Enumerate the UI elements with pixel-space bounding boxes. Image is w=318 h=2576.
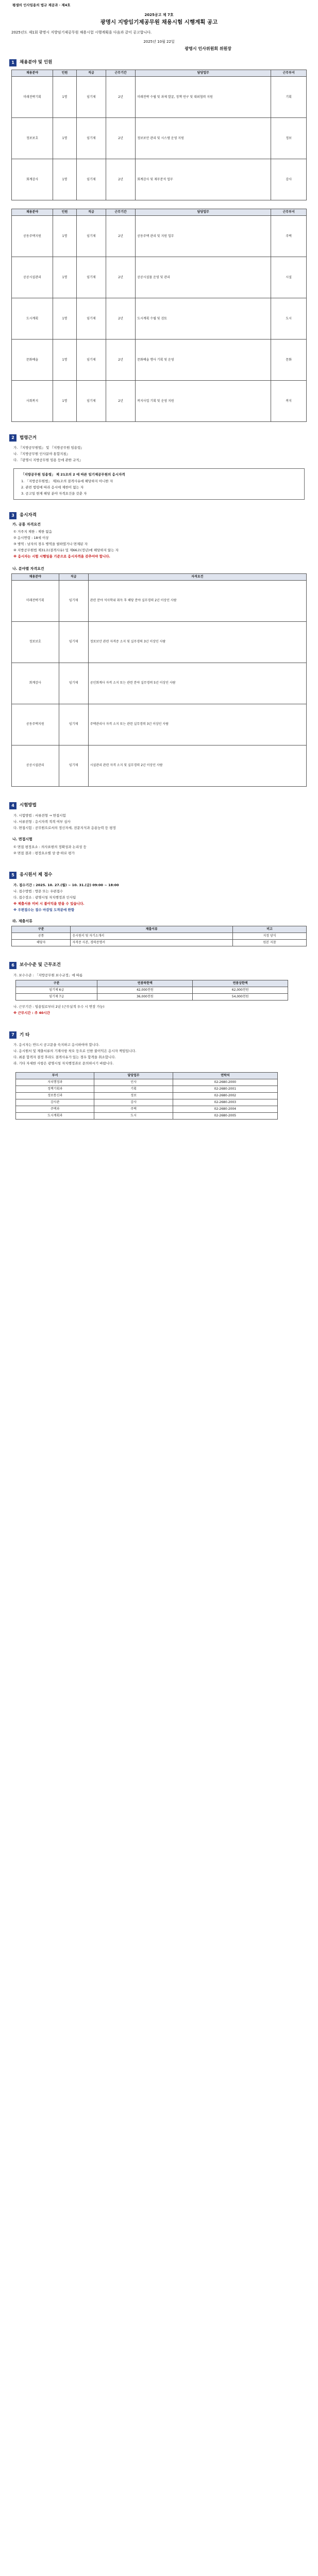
etc-item: 나. 응시원서 및 제출서류의 기재사항 착오 등으로 인한 불이익은 응시자 책임입니다. bbox=[13, 1049, 137, 1054]
qual-table bbox=[9, 573, 309, 787]
table-row bbox=[16, 1099, 278, 1106]
table-cell: 사회복지 bbox=[12, 381, 53, 422]
table-cell: 감사 bbox=[271, 159, 307, 200]
table-cell: 주택관리사 자격 소지 또는 관련 실무경력 3년 이상인 사람 bbox=[88, 704, 306, 745]
table-row bbox=[12, 257, 307, 298]
section-7 bbox=[9, 1031, 309, 1039]
table-header: 직급 bbox=[76, 70, 106, 77]
table-cell: 2년 bbox=[106, 381, 136, 422]
table-row bbox=[16, 987, 288, 993]
table-cell: 2년 bbox=[106, 118, 136, 159]
table-row bbox=[16, 1092, 278, 1099]
exam-item: ① 면접 평정요소 : 의사표현의 정확성과 논리성 등 bbox=[13, 844, 87, 849]
table-header: 담당업무 bbox=[136, 70, 271, 77]
table-row bbox=[12, 939, 307, 946]
notice-number: 2025공고 제 7호 bbox=[144, 12, 174, 17]
table-cell: 54,000천원 bbox=[193, 994, 288, 1001]
etc-item: 다. 최종 합격자 결정 후라도 결격사유가 있는 경우 합격을 취소합니다. bbox=[13, 1055, 116, 1060]
table-header: 채용분야 bbox=[12, 573, 59, 580]
pay-table bbox=[9, 980, 309, 1001]
section-title: 시험방법 bbox=[20, 803, 37, 808]
table-cell: 62,000천원 bbox=[193, 987, 288, 993]
table-cell: 1명 bbox=[53, 118, 77, 159]
table-cell: 임기제 bbox=[59, 622, 88, 663]
table-cell: 02-2680-2003 bbox=[173, 1099, 277, 1106]
table-cell: 임기제 bbox=[59, 581, 88, 622]
table-cell: 정보보안 관리 및 시스템 운영 지원 bbox=[136, 118, 271, 159]
table-cell: 도시계획 수립 및 검토 bbox=[136, 298, 271, 340]
table-cell: 공통 bbox=[12, 933, 71, 939]
table-header: 구분 bbox=[16, 980, 97, 987]
table-header: 채용분야 bbox=[12, 209, 53, 216]
law-box-line: 「지방공무원 임용령」 제 21조의 2 에 따른 임기제공무원의 응시자격 bbox=[21, 472, 125, 477]
table-cell: 주택 bbox=[271, 216, 307, 257]
table-row bbox=[16, 1113, 278, 1120]
table-cell: 지정 양식 bbox=[232, 933, 306, 939]
table-cell: 1명 bbox=[53, 77, 77, 118]
table-row bbox=[12, 663, 307, 704]
table-cell: 02-2680-2002 bbox=[173, 1092, 277, 1099]
table-header: 직급 bbox=[59, 573, 88, 580]
table-cell: 정보보호 bbox=[12, 118, 53, 159]
table-cell: 임기제 bbox=[76, 159, 106, 200]
table-cell: 공동주택 관리 및 지원 업무 bbox=[136, 216, 271, 257]
table-cell: 2년 bbox=[106, 298, 136, 340]
qual-item: ① 거주지 제한 : 제한 없음 bbox=[13, 530, 52, 534]
table-header: 채용분야 bbox=[12, 70, 53, 77]
table-cell: 정보보호 bbox=[12, 622, 59, 663]
table-cell: 2년 bbox=[106, 340, 136, 381]
section-6 bbox=[9, 962, 309, 969]
table-header: 인원 bbox=[53, 209, 77, 216]
table-cell: 1명 bbox=[53, 216, 77, 257]
section-number: 5 bbox=[9, 872, 16, 879]
table-cell: 도시계획과 bbox=[16, 1113, 94, 1120]
section-1 bbox=[9, 59, 309, 66]
table-cell: 기획 bbox=[271, 77, 307, 118]
notice-org: 광명시 인사위원회 위원장 bbox=[185, 46, 231, 52]
table-cell: 문화 bbox=[271, 340, 307, 381]
qual-note: ※ 응시자는 시험 시행일을 기준으로 응시자격을 갖추어야 합니다. bbox=[13, 554, 110, 559]
section-5 bbox=[9, 872, 309, 879]
table-cell: 문화예술 bbox=[12, 340, 53, 381]
table-header: 담당업무 bbox=[94, 1072, 173, 1079]
table-cell: 42,000천원 bbox=[97, 987, 193, 993]
table-header: 근무기간 bbox=[106, 209, 136, 216]
section-title: 응시원서 제 접수 bbox=[20, 872, 53, 878]
table-cell: 공공시설관리 bbox=[12, 745, 59, 787]
table-cell: 문화예술 행사 기획 및 운영 bbox=[136, 340, 271, 381]
table-cell: 회계감사 및 재무분석 업무 bbox=[136, 159, 271, 200]
table-header: 부서 bbox=[16, 1072, 94, 1079]
section-title: 보수수준 및 근무조건 bbox=[20, 962, 61, 968]
table-header: 근무부서 bbox=[271, 70, 307, 77]
table-row bbox=[12, 216, 307, 257]
table-cell: 임기제 bbox=[76, 257, 106, 298]
table-cell: 임기제 bbox=[76, 298, 106, 340]
qual-item: ③ 병역 : 남자의 경우 병역을 필하였거나 면제된 자 bbox=[13, 542, 88, 547]
table-row bbox=[16, 994, 288, 1001]
table-cell: 1명 bbox=[53, 257, 77, 298]
table-cell: 원본 지참 bbox=[232, 939, 306, 946]
table-cell: 미래전략기획 bbox=[12, 581, 59, 622]
table-cell: 공공시설물 운영 및 관리 bbox=[136, 257, 271, 298]
table-header: 담당업무 bbox=[136, 209, 271, 216]
table-cell: 2년 bbox=[106, 216, 136, 257]
table-row bbox=[16, 1079, 278, 1086]
table-header: 근무기간 bbox=[106, 70, 136, 77]
table-cell: 임기제 6급 bbox=[16, 987, 97, 993]
section-title: 기 타 bbox=[20, 1032, 30, 1038]
table-cell: 1명 bbox=[53, 381, 77, 422]
table-cell: 공공시설관리 bbox=[12, 257, 53, 298]
table-cell: 1명 bbox=[53, 298, 77, 340]
recruit-table-1 bbox=[9, 70, 309, 200]
apply-item: 다. 접수장소 : 광명시청 자치행정과 인사팀 bbox=[13, 895, 76, 900]
pay-note: ※ 근무시간 : 주 40시간 bbox=[13, 1011, 50, 1015]
table-row bbox=[16, 1086, 278, 1092]
notice-title: 광명시 지방임기제공무원 채용시험 시행계획 공고 bbox=[100, 19, 218, 26]
section-number: 1 bbox=[9, 59, 16, 66]
section-2 bbox=[9, 434, 309, 442]
section-number: 6 bbox=[9, 962, 16, 969]
table-header: 인원 bbox=[53, 70, 77, 77]
table-cell: 2년 bbox=[106, 159, 136, 200]
section-title: 채용분야 및 인원 bbox=[20, 60, 53, 65]
table-cell: 임기제 bbox=[76, 77, 106, 118]
table-header: 연락처 bbox=[173, 1072, 277, 1079]
table-row bbox=[12, 77, 307, 118]
section-3 bbox=[9, 512, 309, 519]
law-box-line: 1. 「지방공무원법」 제31조의 결격사유에 해당하지 아니한 자 bbox=[21, 479, 113, 483]
table-cell: 2년 bbox=[106, 257, 136, 298]
table-cell: 임기제 bbox=[59, 663, 88, 704]
table-cell: 정보통신과 bbox=[16, 1092, 94, 1099]
table-cell: 공인회계사 자격 소지 또는 관련 분야 실무경력 5년 이상인 사람 bbox=[88, 663, 306, 704]
apply-item: 가. 접수기간 : 2025. 10. 27.(월) ~ 10. 31.(금) 09:00 ~ 18:00 bbox=[13, 883, 119, 887]
table-cell: 공동주택지원 bbox=[12, 704, 59, 745]
table-cell: 도시 bbox=[271, 298, 307, 340]
table-cell: 02-2680-2004 bbox=[173, 1106, 277, 1112]
table-cell: 정보보안 관련 자격증 소지 및 실무경력 3년 이상인 사람 bbox=[88, 622, 306, 663]
exam-subtitle: 나. 면접시험 bbox=[12, 837, 32, 842]
table-cell: 정보 bbox=[94, 1092, 173, 1099]
law-item: 다. 『광명시 지방공무원 임용 등에 관한 규칙』 bbox=[13, 458, 83, 463]
table-cell: 해당자 bbox=[12, 939, 71, 946]
table-row bbox=[12, 159, 307, 200]
table-header: 비고 bbox=[232, 926, 306, 933]
exam-item: ② 면접 결과 : 평정요소별 상·중·하로 평가 bbox=[13, 851, 75, 855]
table-cell: 시설 bbox=[271, 257, 307, 298]
table-cell: 1명 bbox=[53, 340, 77, 381]
table-cell: 1명 bbox=[53, 159, 77, 200]
table-cell: 임기제 bbox=[59, 745, 88, 787]
table-row bbox=[12, 118, 307, 159]
table-cell: 임기제 bbox=[76, 216, 106, 257]
table-header: 구분 bbox=[12, 926, 71, 933]
contact-table bbox=[9, 1072, 309, 1120]
law-box bbox=[13, 468, 305, 499]
law-item: 가. 『지방공무원법』 및 『지방공무원 임용령』 bbox=[13, 446, 84, 450]
table-cell: 임기제 bbox=[76, 381, 106, 422]
table-cell: 시설관리 관련 자격 소지 및 실무경력 2년 이상인 사람 bbox=[88, 745, 306, 787]
docs-table bbox=[9, 926, 309, 946]
section-number: 3 bbox=[9, 512, 16, 519]
qual-item: ④ 지방공무원법 제31조(결격사유) 및 제66조(정년)에 해당하지 않는 자 bbox=[13, 548, 119, 553]
table-header: 직급 bbox=[76, 209, 106, 216]
apply-item: 나. 접수방법 : 방문 또는 우편접수 bbox=[13, 889, 63, 893]
table-cell: 복지 bbox=[271, 381, 307, 422]
etc-item: 라. 기타 자세한 사항은 광명시청 자치행정과로 문의하시기 바랍니다. bbox=[13, 1061, 114, 1066]
table-cell: 자격증 사본, 경력증명서 bbox=[71, 939, 233, 946]
table-row bbox=[12, 704, 307, 745]
table-cell: 복지사업 기획 및 운영 지원 bbox=[136, 381, 271, 422]
table-header: 근무부서 bbox=[271, 209, 307, 216]
table-cell: 도시계획 bbox=[12, 298, 53, 340]
notice-date: 2025년 10월 22일 bbox=[143, 39, 175, 44]
header-line: 평생의 인사임용의 법규 제공과 · 제4호 bbox=[12, 3, 71, 7]
pay-item: 가. 보수수준 : 「지방공무원 보수규정」에 따름 bbox=[13, 973, 83, 977]
table-cell: 임기제 bbox=[76, 118, 106, 159]
law-box-line: 3. 공고일 현재 해당 분야 자격요건을 갖춘 자 bbox=[21, 491, 87, 496]
table-cell: 회계감사 bbox=[12, 159, 53, 200]
table-cell: 미래전략 수립 및 과제 발굴, 정책 연구 및 대외협력 지원 bbox=[136, 77, 271, 118]
table-cell: 주택과 bbox=[16, 1106, 94, 1112]
docs-title: 라. 제출서류 bbox=[12, 919, 32, 924]
etc-item: 가. 응시자는 반드시 공고문을 숙지하고 응시하여야 합니다. bbox=[13, 1043, 100, 1047]
exam-item: 다. 면접시험 : 공무원으로서의 정신자세, 전문지식과 응용능력 등 평정 bbox=[13, 826, 116, 831]
section-number: 2 bbox=[9, 434, 16, 442]
table-cell: 정보 bbox=[271, 118, 307, 159]
table-cell: 36,000천원 bbox=[97, 994, 193, 1001]
pay-item: 나. 근무기간 : 임용일로부터 2년 (근무실적 우수 시 연장 가능) bbox=[13, 1005, 105, 1009]
table-row bbox=[16, 1106, 278, 1112]
table-cell: 도시 bbox=[94, 1113, 173, 1120]
table-header: 연봉상한액 bbox=[193, 980, 288, 987]
table-cell: 감사 bbox=[94, 1099, 173, 1106]
table-cell: 주택 bbox=[94, 1106, 173, 1112]
table-row bbox=[12, 581, 307, 622]
apply-red-note: ※ 제출서류 미비 시 불이익을 받을 수 있습니다. bbox=[13, 901, 85, 906]
table-cell: 02-2680-2005 bbox=[173, 1113, 277, 1120]
qual-table-title: 나. 분야별 자격요건 bbox=[12, 567, 44, 571]
section-number: 4 bbox=[9, 802, 16, 809]
table-row bbox=[12, 933, 307, 939]
table-cell: 공동주택지원 bbox=[12, 216, 53, 257]
table-cell: 02-2680-2000 bbox=[173, 1079, 277, 1086]
table-cell: 관련 분야 석사학위 취득 후 해당 분야 실무경력 2년 이상인 사람 bbox=[88, 581, 306, 622]
table-row bbox=[12, 745, 307, 787]
table-cell: 임기제 bbox=[59, 704, 88, 745]
qual-subtitle: 가. 공통 자격요건 bbox=[12, 522, 41, 527]
section-4 bbox=[9, 802, 309, 809]
table-cell: 02-2680-2001 bbox=[173, 1086, 277, 1092]
table-cell: 인사 bbox=[94, 1079, 173, 1086]
table-cell: 회계감사 bbox=[12, 663, 59, 704]
table-row bbox=[12, 622, 307, 663]
table-cell: 응시원서 및 자기소개서 bbox=[71, 933, 233, 939]
table-row bbox=[12, 340, 307, 381]
table-cell: 감사관 bbox=[16, 1099, 94, 1106]
table-cell: 2년 bbox=[106, 77, 136, 118]
apply-blue-note: ※ 우편접수는 접수 마감일 도착분에 한함 bbox=[13, 908, 75, 912]
section-number: 7 bbox=[9, 1031, 16, 1039]
table-cell: 임기제 bbox=[76, 340, 106, 381]
table-cell: 정책기획과 bbox=[16, 1086, 94, 1092]
exam-item: 나. 서류전형 : 응시자격 적격 여부 심사 bbox=[13, 820, 71, 824]
table-row bbox=[12, 381, 307, 422]
table-header: 연봉하한액 bbox=[97, 980, 193, 987]
table-cell: 기획 bbox=[94, 1086, 173, 1092]
table-cell: 자치행정과 bbox=[16, 1079, 94, 1086]
table-header: 제출서류 bbox=[71, 926, 233, 933]
table-cell: 미래전략기획 bbox=[12, 77, 53, 118]
table-cell: 임기제 7급 bbox=[16, 994, 97, 1001]
law-box-line: 2. 관련 법령에 따라 응시에 제한이 없는 자 bbox=[21, 485, 84, 489]
table-header: 자격요건 bbox=[88, 573, 306, 580]
exam-item: 가. 시험방법 : 서류전형 → 면접시험 bbox=[13, 814, 66, 818]
law-item: 나. 『지방공무원 인사분야 통합지침』 bbox=[13, 452, 70, 456]
recruit-table-2 bbox=[9, 209, 309, 422]
section-title: 응시자격 bbox=[20, 513, 37, 518]
table-row bbox=[12, 298, 307, 340]
qual-item: ② 응시연령 : 18세 이상 bbox=[13, 536, 49, 540]
notice-lead: 2025년도 제1회 광명시 지방임기제공무원 채용시험 시행계획을 다음과 같이 공고합니다. bbox=[11, 30, 152, 35]
section-title: 법령근거 bbox=[20, 435, 37, 440]
